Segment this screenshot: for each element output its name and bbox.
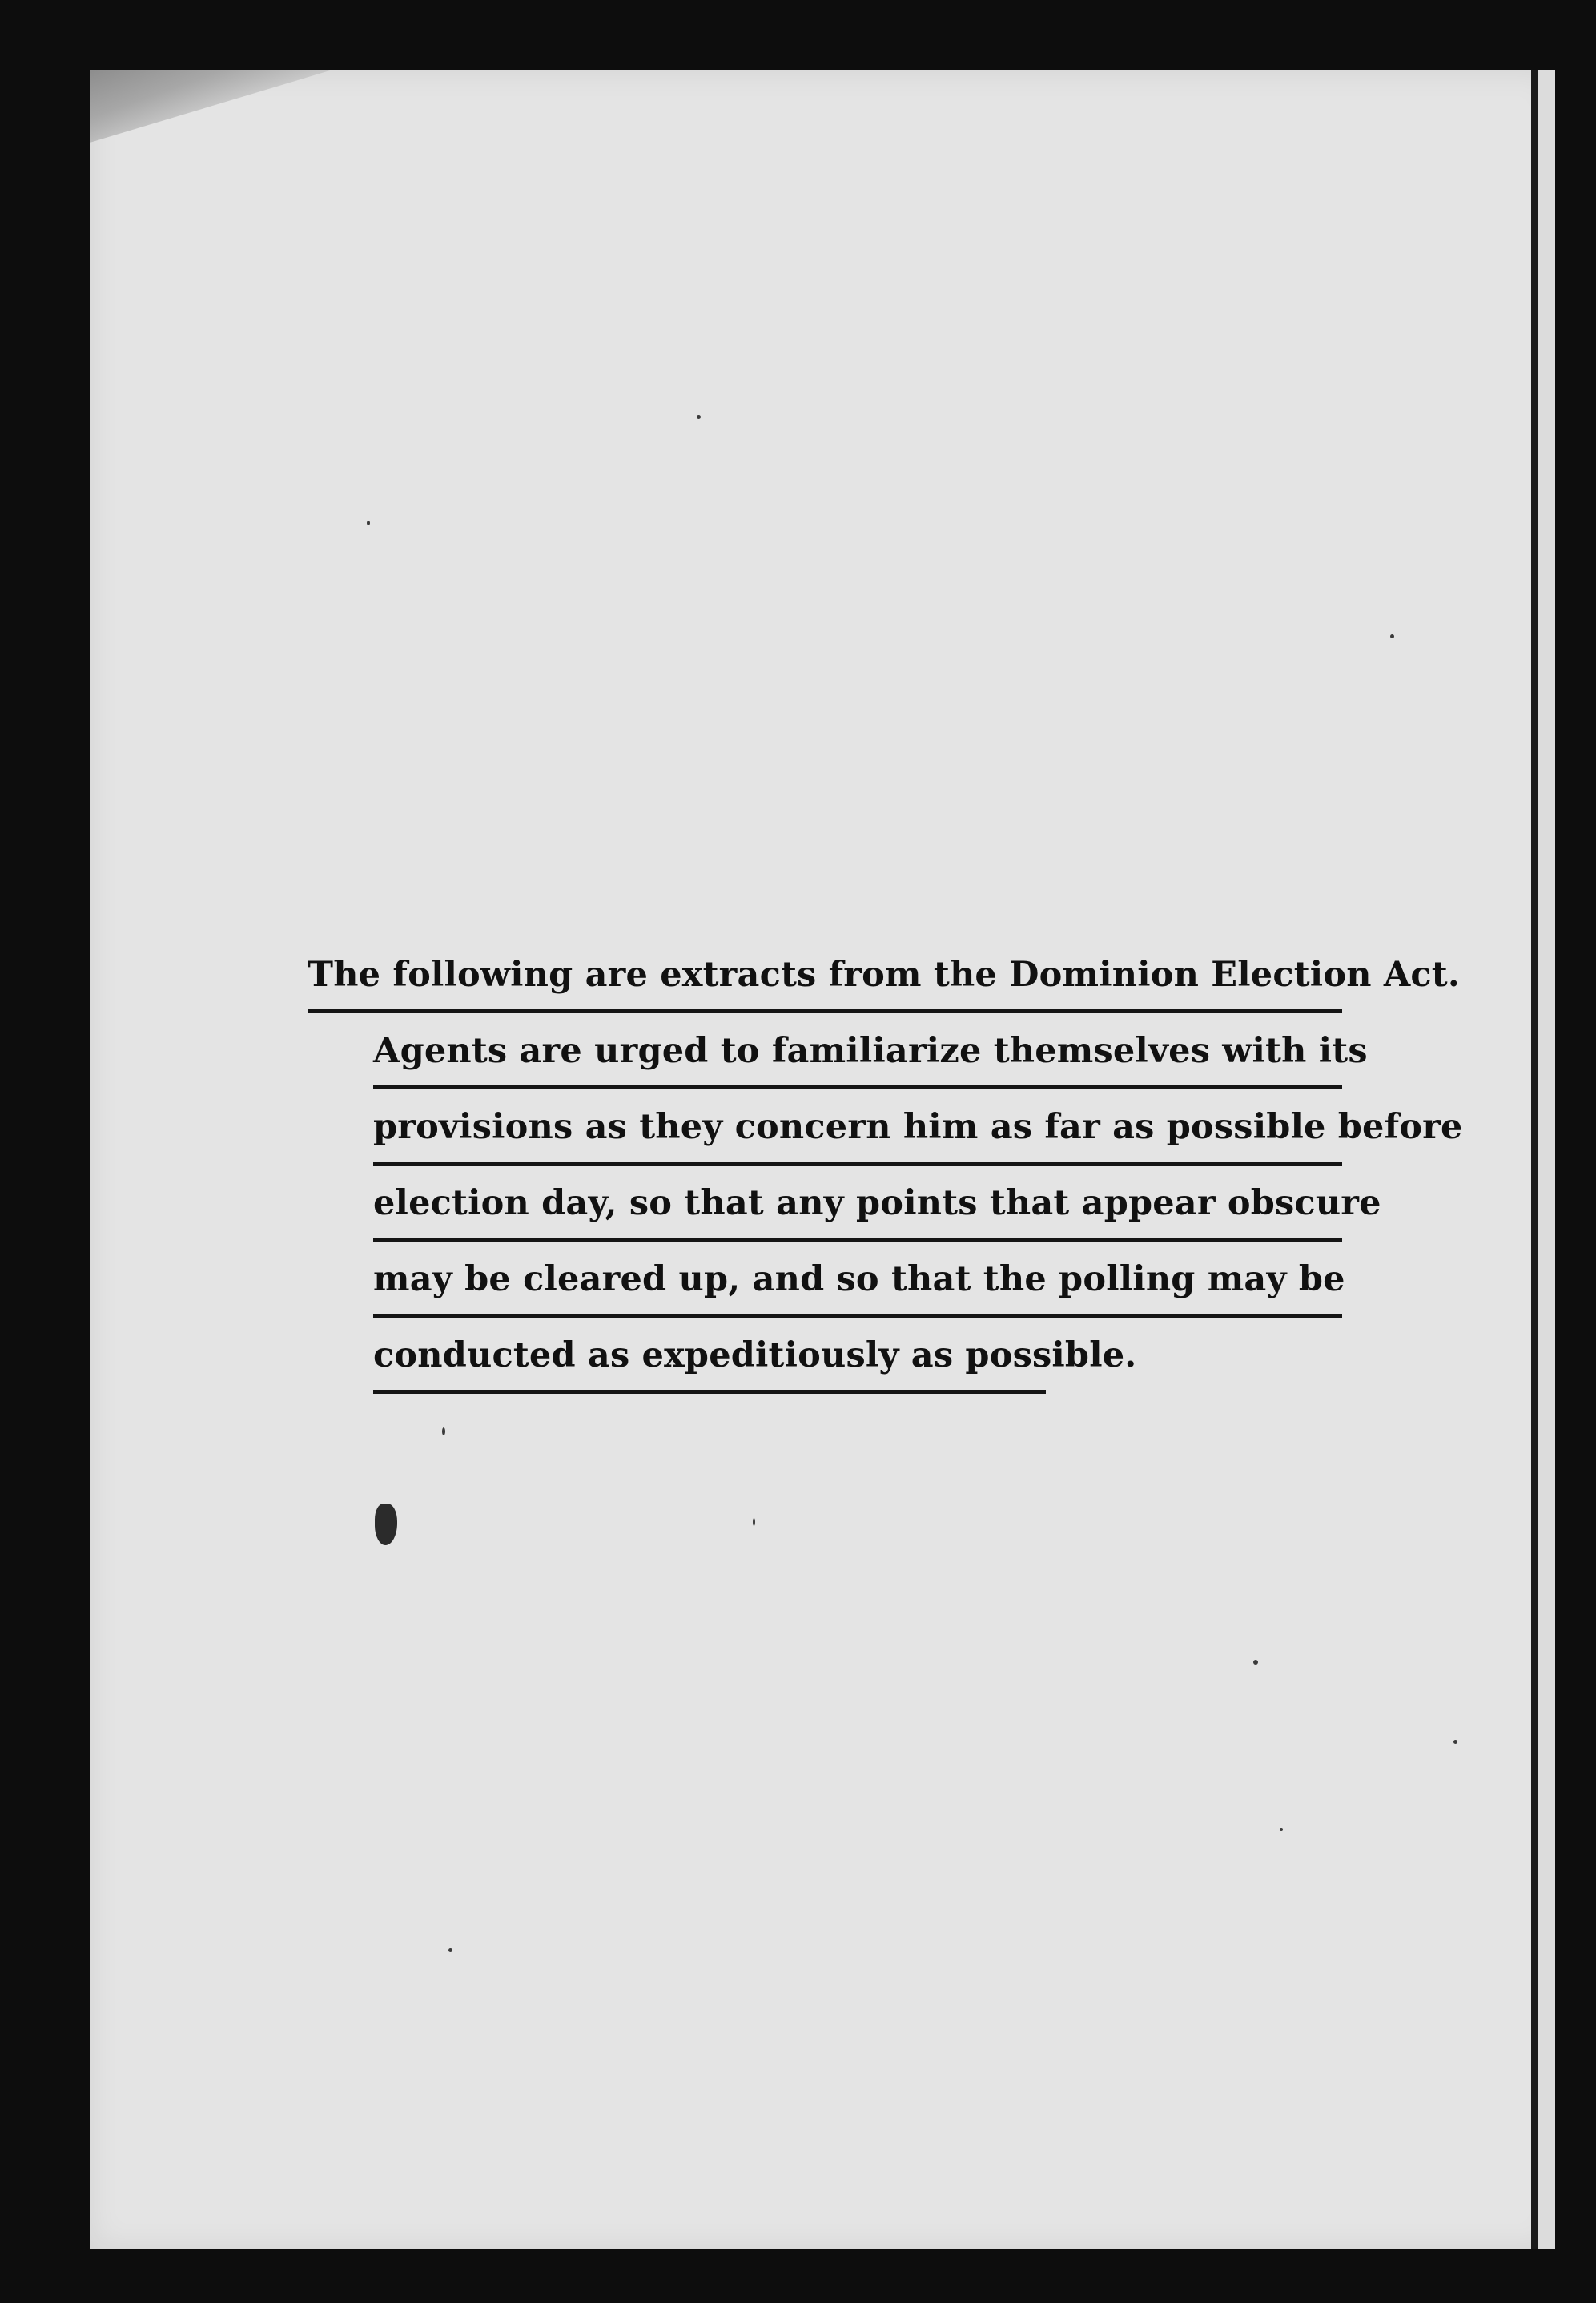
notice-line-1: The following are extracts from the Dominion Election Act. bbox=[308, 937, 1342, 1013]
page-right-edge bbox=[1531, 70, 1555, 2249]
paper-speck bbox=[1453, 1740, 1457, 1744]
paper-speck bbox=[697, 415, 701, 419]
notice-line-2: Agents are urged to familiarize themselves with its bbox=[373, 1013, 1342, 1089]
notice-line-3: provisions as they concern him as far as possible before bbox=[373, 1089, 1342, 1166]
paper-speck bbox=[442, 1427, 445, 1435]
notice-line-6: conducted as expeditiously as possible. bbox=[373, 1318, 1046, 1394]
notice-line-5: may be cleared up, and so that the polling may be bbox=[373, 1242, 1342, 1318]
paper-speck bbox=[1390, 634, 1394, 638]
paper-speck bbox=[1280, 1828, 1283, 1831]
notice-line-4: election day, so that any points that appear obscure bbox=[373, 1166, 1342, 1242]
paper-speck bbox=[448, 1948, 452, 1952]
paper-speck bbox=[367, 521, 370, 525]
paper-speck bbox=[1253, 1660, 1258, 1665]
paper-speck bbox=[753, 1518, 755, 1526]
scan-right-border bbox=[1555, 48, 1596, 2303]
scan-bottom-border bbox=[0, 2249, 1596, 2303]
election-act-notice bbox=[308, 937, 1463, 1394]
